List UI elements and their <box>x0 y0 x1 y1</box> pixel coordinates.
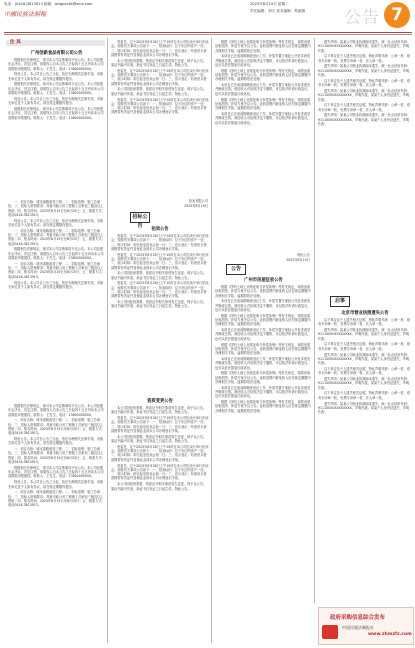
notice-paragraph: 一、项目名称：城市道路改造工程；二、招标范围：施工总承包；三、投标人资格要求：具备市政公用工程施工总承包三级及以上资质；四、报名时间：2025年8月19日至8月25日；五、联系方式：电话0416-3813913。 <box>8 418 105 436</box>
notice-paragraph: 以下单位及个人遗失相关证照，特此声明作废：公章一枚、财务专用章一枚、发票专用章一枚、法人章一枚。 <box>318 318 411 327</box>
notice-paragraph: 本公司因经营需要，资质证书相关事项发生变更，现予以公告。原证书编号作废，新证书自发证之日起生效。特此公告。 <box>111 482 207 491</box>
notice-body <box>8 404 105 640</box>
notice-paragraph: 特此公告。本公司自公告之日起，依法办理相关注销手续，各相关单位及个人如有异议，请在规定期限内提出。 <box>8 280 104 289</box>
signature-date: 2025年8月19日 <box>286 258 310 262</box>
section-tag: 启事 <box>330 296 350 307</box>
column-divider <box>314 38 315 603</box>
notice-paragraph: 根据《国有土地上房屋征收与补偿条例》等有关规定，现将房屋征收范围、补偿方案予以公告。征收范围内被征收人应在规定期限内办理相关手续，逾期将依法处理。 <box>215 68 311 82</box>
notice-title: 广州创新食品有限公司公告 <box>30 51 83 56</box>
notice-paragraph: 根据《国有土地上房屋征收与补偿条例》等有关规定，现将房屋征收范围、补偿方案予以公告。征收范围内被征收人应在规定期限内办理相关手续，逾期将依法处理。 <box>215 313 311 327</box>
notice-paragraph: 特此公告。本公司自公告之日起，依法办理相关注销手续，各相关单位及个人如有异议，请在规定期限内提出。 <box>8 218 104 227</box>
ad-url-link[interactable]: www.zhmzfz.com <box>368 632 412 637</box>
notice-body <box>215 285 312 640</box>
notice-paragraph: 本公司因经营需要，资质证书相关事项发生变更，现予以公告。原证书编号作废，新证书自发证之日起生效。特此公告。 <box>111 406 207 415</box>
notice-paragraph: 根据相关法律规定，现对本公司注销事项予以公告。本公司经股东会决议，决定注销，请债权人自本公告之日起四十五日内向本公司清算组申报债权。联系人：王先生，电话：13800000000。 <box>8 465 104 479</box>
notice-paragraph: 本项目已完成前期调查登记工作，补偿安置方案经公开征求意见并修改完善。被征收人对征收决定不服的，可以依法申请行政复议，也可以依法提起行政诉讼。 <box>215 385 311 399</box>
notice-paragraph: 一、项目名称：城市道路改造工程；二、招标范围：施工总承包；三、投标人资格要求：具备市政公用工程施工总承包三级及以上资质；四、报名时间：2025年8月19日至8月25日；五、联系方式：电话0416-3813913。 <box>8 228 105 246</box>
page-number-badge: 7 <box>384 2 410 28</box>
notice-paragraph: 遗失声明：某某公司营业执照副本遗失，统一社会信用代码：91110000XXXXXXXX，声明作废。某某个人身份证遗失，声明作废。 <box>318 401 411 415</box>
signature-date: 2025年8月19日 <box>184 204 208 208</box>
notice-paragraph: 本项目已完成前期调查登记工作，补偿安置方案经公开征求意见并修改完善。被征收人对征收决定不服的，可以依法申请行政复议，也可以依法提起行政诉讼。 <box>215 83 311 96</box>
signature-line: 特此公告 <box>297 253 310 257</box>
notice-paragraph: 特此公告。本公司自公告之日起，依法办理相关注销手续，各相关单位及个人如有异议，请在规定期限内提出。 <box>8 96 104 106</box>
notice-paragraph: 受委托，定于2025年8月28日上午10时在本公司拍卖厅举行拍卖会，现将有关事项公告如下：一、拍卖标的：位于市区的房产一处；二、展示时间：即日起至拍卖会前一日；三、竞买登记：有意竞买者请携带有效证件及保证金到本公司办理登记手续。 <box>111 252 209 270</box>
notice-paragraph: 本公司因经营需要，资质证书相关事项发生变更，现予以公告。原证书编号作废，新证书自发证之日起生效。特此公告。 <box>111 58 207 67</box>
notice-paragraph: 本项目已完成前期调查登记工作，补偿安置方案经公开征求意见并修改完善。被征收人对征收决定不服的，可以依法申请行政复议，也可以依法提起行政诉讼。 <box>215 328 311 341</box>
header-contact: 电话：(0416)3813913 邮箱：jzhgpxxfw@sina.com <box>4 2 93 6</box>
notice-body <box>111 406 209 642</box>
notice-paragraph: 一、项目名称：城市道路改造工程；二、招标范围：施工总承包；三、投标人资格要求：具备市政公用工程施工总承包三级及以上资质；四、报名时间：2025年8月19日至8月25日；五、联系方式：电话0416-3813913。 <box>8 261 105 279</box>
column-divider <box>107 38 108 643</box>
notice-paragraph: 受委托，定于2025年8月28日上午10时在本公司拍卖厅举行拍卖会，现将有关事项公告如下：一、拍卖标的：位于市区的房产一处；二、展示时间：即日起至拍卖会前一日；三、竞买登记：有意竞买者请携带有效证件及保证金到本公司办理登记手续。 <box>111 444 209 462</box>
section-tag: 招标公告 <box>130 212 150 223</box>
notice-body <box>8 58 105 198</box>
notice-paragraph: 根据相关法律规定，现对本公司注销事项予以公告。本公司经股东会决议，决定注销，请债权人自本公告之日起四十五日内向本公司清算组申报债权。联系人：王先生，电话：13800000000。 <box>8 404 104 417</box>
notice-paragraph: 根据相关法律规定，现对本公司注销事项予以公告。本公司经股东会决议，决定注销，请债权人自本公告之日起四十五日内向本公司清算组申报债权。联系人：王先生，电话：13800000000。 <box>8 247 104 261</box>
notice-paragraph: 根据《国有土地上房屋征收与补偿条例》等有关规定，现将房屋征收范围、补偿方案予以公告。征收范围内被征收人应在规定期限内办理相关手续，逾期将依法处理。 <box>215 400 311 413</box>
notice-title: 北京市营业执照遗失公告 <box>341 311 389 316</box>
notice-body <box>8 200 105 400</box>
notice-body <box>318 318 412 602</box>
notice-title: 拍卖公告 <box>151 227 169 232</box>
header-rule-thin <box>4 34 412 35</box>
page-title: 公告 <box>344 8 380 28</box>
notice-paragraph: 本项目已完成前期调查登记工作，补偿安置方案经公开征求意见并修改完善。被征收人对征收决定不服的，可以依法申请行政复议，也可以依法提起行政诉讼。 <box>215 54 311 67</box>
notice-paragraph: 特此公告。本公司自公告之日起，依法办理相关注销手续，各相关单位及个人如有异议，请在规定期限内提出。 <box>8 72 104 81</box>
ad-title: 政府采购信息综合发布 <box>330 615 386 621</box>
notice-paragraph: 以下单位及个人遗失相关证照，特此声明作废：公章一枚、财务专用章一枚、发票专用章一枚、法人章一枚。 <box>318 391 411 400</box>
notice-paragraph: 一、项目名称：城市道路改造工程；二、招标范围：施工总承包；三、投标人资格要求：具备市政公用工程施工总承包三级及以上资质；四、报名时间：2025年8月19日至8月25日；五、联系方式：电话0416-3813913。 <box>8 200 105 217</box>
notice-paragraph: 特此公告。本公司自公告之日起，依法办理相关注销手续，各相关单位及个人如有异议，请在规定期限内提出。 <box>8 437 104 446</box>
notice-body <box>318 40 412 290</box>
notice-paragraph: 本公司因经营需要，资质证书相关事项发生变更，现予以公告。原证书编号作废，新证书自发证之日起生效。特此公告。 <box>111 300 207 309</box>
notice-paragraph: 遗失声明：某某公司营业执照副本遗失，统一社会信用代码：91110000XXXXXXXX，声明作废。某某个人身份证遗失，声明作废。 <box>318 88 411 102</box>
notice-paragraph: 根据相关法律规定，现对本公司注销事项予以公告。本公司经股东会决议，决定注销，请债权人自本公告之日起四十五日内向本公司清算组申报债权。联系人：王先生，电话：13800000000。 <box>8 58 104 71</box>
notice-paragraph: 以下单位及个人遗失相关证照，特此声明作废：公章一枚、财务专用章一枚、发票专用章一枚、法人章一枚。 <box>318 366 411 376</box>
notice-paragraph: 根据《国有土地上房屋征收与补偿条例》等有关规定，现将房屋征收范围、补偿方案予以公告。征收范围内被征收人应在规定期限内办理相关手续，逾期将依法处理。 <box>215 371 311 384</box>
notice-paragraph: 本公司因经营需要，资质证书相关事项发生变更，现予以公告。原证书编号作废，新证书自发证之日起生效。特此公告。 <box>111 271 207 280</box>
notice-paragraph: 以下单位及个人遗失相关证照，特此声明作废：公章一枚、财务专用章一枚、发票专用章一枚、法人章一枚。 <box>318 54 411 63</box>
newspaper-logo: 中國民族法制報 <box>4 11 47 18</box>
header-rule <box>4 32 412 33</box>
notice-paragraph: 根据相关法律规定，现对本公司注销事项予以公告。本公司经股东会决议，决定注销，请债权人自本公告之日起四十五日内向本公司清算组申报债权。联系人：王先生，电话：13800000000。 <box>8 106 104 120</box>
notice-paragraph: 受委托，定于2025年8月28日上午10时在本公司拍卖厅举行拍卖会，现将有关事项公告如下：一、拍卖标的：位于市区的房产一处；二、展示时间：即日起至拍卖会前一日；三、竞买登记：有意竞买者请携带有效证件及保证金到本公司办理登记手续。 <box>111 234 209 251</box>
notice-paragraph: 遗失声明：某某公司营业执照副本遗失，统一社会信用代码：91110000XXXXXXXX，声明作废。某某个人身份证遗失，声明作废。 <box>318 328 411 341</box>
editor-line: 责任编辑：刘宇 美术编辑：郑淑娟 <box>250 9 306 13</box>
ad-logo-icon <box>322 625 338 639</box>
notice-paragraph: 以下单位及个人遗失相关证照，特此声明作废：公章一枚、财务专用章一枚、发票专用章一枚、法人章一枚。 <box>318 78 411 88</box>
notice-paragraph: 遗失声明：某某公司营业执照副本遗失，统一社会信用代码：91110000XXXXXXXX，声明作废。某某个人身份证遗失，声明作废。 <box>318 377 411 390</box>
notice-body <box>215 40 312 250</box>
notice-paragraph: 以下单位及个人遗失相关证照，特此声明作废：公章一枚、财务专用章一枚、发票专用章一枚、法人章一枚。 <box>318 342 411 351</box>
notice-paragraph: 一、项目名称：城市道路改造工程；二、招标范围：施工总承包；三、投标人资格要求：具备市政公用工程施工总承包三级及以上资质；四、报名时间：2025年8月19日至8月25日；五、联系方式：电话0416-3813913。 <box>8 447 105 465</box>
notice-paragraph: 本公司因经营需要，资质证书相关事项发生变更，现予以公告。原证书编号作废，新证书自发证之日起生效。特此公告。 <box>111 434 207 444</box>
notice-body <box>111 234 209 394</box>
notice-paragraph: 遗失声明：某某公司营业执照副本遗失，统一社会信用代码：91110000XXXXXXXX，声明作废。某某个人身份证遗失，声明作废。 <box>318 40 411 53</box>
notice-paragraph: 根据相关法律规定，现对本公司注销事项予以公告。本公司经股东会决议，决定注销，请债权人自本公告之日起四十五日内向本公司清算组申报债权。联系人：王先生，电话：13800000000。 <box>8 82 104 96</box>
notice-body <box>111 40 209 200</box>
notice-paragraph: 受委托，定于2025年8月28日上午10时在本公司拍卖厅举行拍卖会，现将有关事项公告如下：一、拍卖标的：位于市区的房产一处；二、展示时间：即日起至拍卖会前一日；三、竞买登记：有意竞买者请携带有效证件及保证金到本公司办理登记手续。 <box>111 40 209 57</box>
notice-title: 资质变更公告 <box>147 399 173 404</box>
issue-date: 2025年8月19日 星期二 <box>250 2 289 6</box>
notice-paragraph: 受委托，定于2025年8月28日上午10时在本公司拍卖厅举行拍卖会，现将有关事项公告如下：一、拍卖标的：位于市区的房产一处；二、展示时间：即日起至拍卖会前一日；三、竞买登记：有意竞买者请携带有效证件及保证金到本公司办理登记手续。 <box>111 416 209 433</box>
notice-paragraph: 遗失声明：某某公司营业执照副本遗失，统一社会信用代码：91110000XXXXXXXX，声明作废。某某个人身份证遗失，声明作废。 <box>318 113 411 127</box>
notice-paragraph: 根据《国有土地上房屋征收与补偿条例》等有关规定，现将房屋征收范围、补偿方案予以公告。征收范围内被征收人应在规定期限内办理相关手续，逾期将依法处理。 <box>215 97 311 111</box>
notice-paragraph: 受委托，定于2025年8月28日上午10时在本公司拍卖厅举行拍卖会，现将有关事项公告如下：一、拍卖标的：位于市区的房产一处；二、展示时间：即日起至拍卖会前一日；三、竞买登记：有意竞买者请携带有效证件及保证金到本公司办理登记手续。 <box>111 281 209 299</box>
column-divider <box>211 38 212 643</box>
notice-paragraph: 遗失声明：某某公司营业执照副本遗失，统一社会信用代码：91110000XXXXXXXX，声明作废。某某个人身份证遗失，声明作废。 <box>318 352 411 366</box>
notice-paragraph: 根据《国有土地上房屋征收与补偿条例》等有关规定，现将房屋征收范围、补偿方案予以公告。征收范围内被征收人应在规定期限内办理相关手续，逾期将依法处理。 <box>215 40 311 53</box>
section-heading: 注 其 <box>10 40 21 45</box>
notice-paragraph: 遗失声明：某某公司营业执照副本遗失，统一社会信用代码：91110000XXXXXXXX，声明作废。某某个人身份证遗失，声明作废。 <box>318 64 411 78</box>
notice-paragraph: 本项目已完成前期调查登记工作，补偿安置方案经公开征求意见并修改完善。被征收人对征收决定不服的，可以依法申请行政复议，也可以依法提起行政诉讼。 <box>215 356 311 370</box>
notice-paragraph: 本项目已完成前期调查登记工作，补偿安置方案经公开征求意见并修改完善。被征收人对征收决定不服的，可以依法申请行政复议，也可以依法提起行政诉讼。 <box>215 111 311 125</box>
notice-paragraph: 根据《国有土地上房屋征收与补偿条例》等有关规定，现将房屋征收范围、补偿方案予以公告。征收范围内被征收人应在规定期限内办理相关手续，逾期将依法处理。 <box>215 285 311 298</box>
section-tag: 公告 <box>226 264 246 275</box>
notice-paragraph: 特此公告。本公司自公告之日起，依法办理相关注销手续，各相关单位及个人如有异议，请在规定期限内提出。 <box>8 480 104 489</box>
notice-paragraph: 一、项目名称：城市道路改造工程；二、招标范围：施工总承包；三、投标人资格要求：具备市政公用工程施工总承包三级及以上资质；四、报名时间：2025年8月19日至8月25日；五、联系方式：电话0416-3813913。 <box>8 490 105 508</box>
ad-subtitle: 中国民族法制报社 <box>342 625 374 630</box>
notice-paragraph: 受委托，定于2025年8月28日上午10时在本公司拍卖厅举行拍卖会，现将有关事项公告如下：一、拍卖标的：位于市区的房产一处；二、展示时间：即日起至拍卖会前一日；三、竞买登记：有意竞买者请携带有效证件及保证金到本公司办理登记手续。 <box>111 97 209 115</box>
notice-title: 广州市房屋征收公告 <box>244 278 283 283</box>
notice-paragraph: 本公司因经营需要，资质证书相关事项发生变更，现予以公告。原证书编号作废，新证书自发证之日起生效。特此公告。 <box>111 87 207 96</box>
notice-paragraph: 本项目已完成前期调查登记工作，补偿安置方案经公开征求意见并修改完善。被征收人对征收决定不服的，可以依法申请行政复议，也可以依法提起行政诉讼。 <box>215 299 311 312</box>
notice-paragraph: 受委托，定于2025年8月28日上午10时在本公司拍卖厅举行拍卖会，现将有关事项公告如下：一、拍卖标的：位于市区的房产一处；二、展示时间：即日起至拍卖会前一日；三、竞买登记：有意竞买者请携带有效证件及保证金到本公司办理登记手续。 <box>111 463 209 481</box>
notice-paragraph: 受委托，定于2025年8月28日上午10时在本公司拍卖厅举行拍卖会，现将有关事项公告如下：一、拍卖标的：位于市区的房产一处；二、展示时间：即日起至拍卖会前一日；三、竞买登记：有意竞买者请携带有效证件及保证金到本公司办理登记手续。 <box>111 68 209 86</box>
notice-paragraph: 根据《国有土地上房屋征收与补偿条例》等有关规定，现将房屋征收范围、补偿方案予以公告。征收范围内被征收人应在规定期限内办理相关手续，逾期将依法处理。 <box>215 342 311 356</box>
signature-line: 拍卖有限公司 <box>188 199 208 203</box>
notice-paragraph: 以下单位及个人遗失相关证照，特此声明作废：公章一枚、财务专用章一枚、发票专用章一枚、法人章一枚。 <box>318 103 411 112</box>
